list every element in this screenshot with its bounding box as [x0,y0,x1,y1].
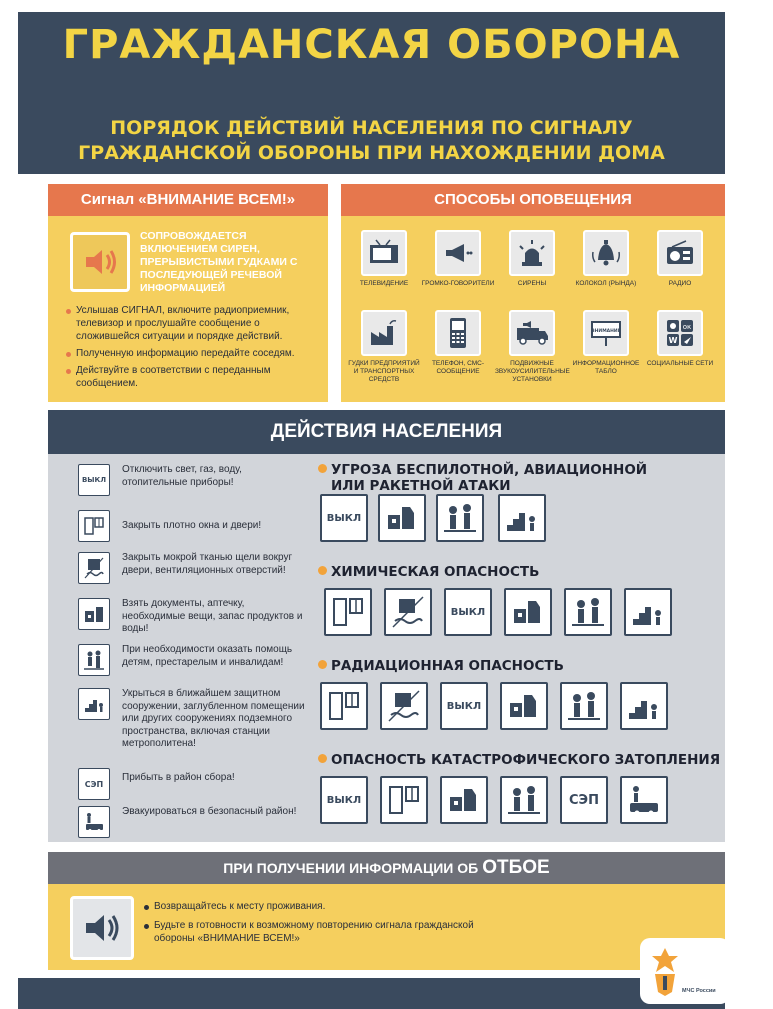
threat-title-attack: УГРОЗА БЕСПИЛОТНОЙ, АВИАЦИОННОЙ ИЛИ РАКЕТНОЙ АТАКИ [318,462,647,494]
emblem-icon [650,946,680,998]
action-item-documents: Взять документы, аптечку, необходимые вещи, запас продуктов и воды! [78,598,308,636]
signal-instructions [66,304,322,394]
list-item: Возвращайтесь к месту проживания. [144,900,484,913]
signal-panel [48,184,328,402]
action-item-evacuate: Эвакуироваться в безопасный район! [78,806,308,838]
method-phone: ТЕЛЕФОН, СМС-СООБЩЕНИЕ [421,310,495,376]
svg-text:W: W [668,336,678,345]
board-text: ВНИМАНИЕ [591,329,621,334]
header-banner [18,12,725,174]
all-clear-instructions [144,900,484,951]
help-people-icon [436,494,484,542]
page-title: ГРАЖДАНСКАЯ ОБОРОНА [62,22,681,68]
list-item: Полученную информацию передайте соседям. [66,347,322,360]
method-bell: КОЛОКОЛ (РЫНДА) [569,230,643,288]
documents-kit-icon [78,598,110,630]
phone-icon [435,310,481,356]
method-board: ВНИМАНИЕ ИНФОРМАЦИОННОЕ ТАБЛО [569,310,643,376]
documents-kit-icon [378,494,426,542]
population-actions-panel [48,410,725,842]
radio-icon [657,230,703,276]
tv-icon [361,230,407,276]
wet-cloth-icon [380,682,428,730]
documents-kit-icon [504,588,552,636]
action-item-seal-gaps: Закрыть мокрой тканью щели вокруг двери, вентиляционных отверстий! [78,552,308,584]
help-people-icon [78,644,110,676]
subtitle-line-1: ПОРЯДОК ДЕЙСТВИЙ НАСЕЛЕНИЯ ПО СИГНАЛУ [110,117,633,139]
list-item: Будьте в готовности к возможному повторению сигнала гражданской обороны «ВНИМАНИЕ ВСЕМ!» [144,919,484,945]
footer-bar [18,978,725,1009]
documents-kit-icon [500,682,548,730]
all-clear-panel [48,852,725,970]
mchs-logo: МЧС России [640,938,730,1004]
window-door-icon [320,682,368,730]
shelter-stairs-icon [78,688,110,720]
method-tv: ТЕЛЕВИДЕНИЕ [347,230,421,288]
threat-title-radiation: РАДИАЦИОННАЯ ОПАСНОСТЬ [318,658,564,674]
siren-icon [509,230,555,276]
factory-icon [361,310,407,356]
action-item-shelter: Укрыться в ближайшем защитном сооружении, заглубленном помещении или других сооружениях подземного пространства, включая станции метрополитена! [78,688,308,751]
evacuation-bus-icon [620,776,668,824]
speaker-icon [70,232,130,292]
loudspeaker-icon [435,230,481,276]
shelter-stairs-icon [498,494,546,542]
method-radio: РАДИО [643,230,717,288]
subtitle-line-2: ГРАЖДАНСКОЙ ОБОРОНЫ ПРИ НАХОЖДЕНИИ ДОМА [78,142,665,164]
methods-heading: СПОСОБЫ ОПОВЕЩЕНИЯ [341,184,725,216]
help-people-icon [560,682,608,730]
svg-text:ок: ок [682,323,692,331]
window-door-icon [78,510,110,542]
all-clear-heading: ПРИ ПОЛУЧЕНИИ ИНФОРМАЦИИ ОБ ОТБОЕ [48,852,725,884]
threat-title-flood: ОПАСНОСТЬ КАТАСТРОФИЧЕСКОГО ЗАТОПЛЕНИЯ [318,752,720,768]
method-factory: ГУДКИ ПРЕДПРИЯТИЙ И ТРАНСПОРТНЫХ СРЕДСТВ [347,310,421,384]
shelter-stairs-icon [620,682,668,730]
wet-cloth-icon [78,552,110,584]
action-item-assembly-point: СЭП Прибыть в район сбора! [78,768,308,800]
action-item-help-others: При необходимости оказать помощь детям, престарелым и инвалидам! [78,644,308,676]
actions-heading: ДЕЙСТВИЯ НАСЕЛЕНИЯ [48,410,725,454]
sep-icon: СЭП [78,768,110,800]
board-icon [583,310,629,356]
documents-kit-icon [440,776,488,824]
social-icon [657,310,703,356]
method-social: ок W СОЦИАЛЬНЫЕ СЕТИ [643,310,717,368]
threat-title-chemical: ХИМИЧЕСКАЯ ОПАСНОСТЬ [318,564,539,580]
signal-description: СОПРОВОЖДАЕТСЯ ВКЛЮЧЕНИЕМ СИРЕН, ПРЕРЫВИСТЫМИ ГУДКАМИ С ПОСЛЕДУЮЩЕЙ РЕЧЕВОЙ ИНФОРМАЦИЕЙ [140,230,298,294]
method-van: ПОДВИЖНЫЕ ЗВУКОУСИЛИТЕЛЬНЫЕ УСТАНОВКИ [495,310,569,384]
signal-heading: Сигнал «ВНИМАНИЕ ВСЕМ!» [48,184,328,216]
shelter-stairs-icon [624,588,672,636]
method-loudspeaker: ГРОМКО-ГОВОРИТЕЛИ [421,230,495,288]
action-item-power-off: ВЫКЛ Отключить свет, газ, воду, отопительные приборы! [78,464,308,496]
wet-cloth-icon [384,588,432,636]
list-item: Услышав СИГНАЛ, включите радиоприемник, телевизор и прослушайте сообщение о сложившейся ситуации и порядке действий. [66,304,322,343]
method-siren: СИРЕНЫ [495,230,569,288]
switch-off-icon: ВЫКЛ [320,776,368,824]
notification-methods-panel [341,184,725,402]
list-item: Действуйте в соответствии с переданным сообщением. [66,364,322,390]
switch-off-icon: ВЫКЛ [440,682,488,730]
speaker-icon [70,896,134,960]
van-icon [509,310,555,356]
switch-off-icon: ВЫКЛ [444,588,492,636]
action-item-close-windows: Закрыть плотно окна и двери! [78,510,308,542]
sep-icon: СЭП [560,776,608,824]
switch-off-icon: ВЫКЛ [320,494,368,542]
page-subtitle [18,116,725,166]
evacuation-bus-icon [78,806,110,838]
help-people-icon [500,776,548,824]
help-people-icon [564,588,612,636]
window-door-icon [324,588,372,636]
switch-off-icon: ВЫКЛ [78,464,110,496]
bell-icon [583,230,629,276]
window-door-icon [380,776,428,824]
